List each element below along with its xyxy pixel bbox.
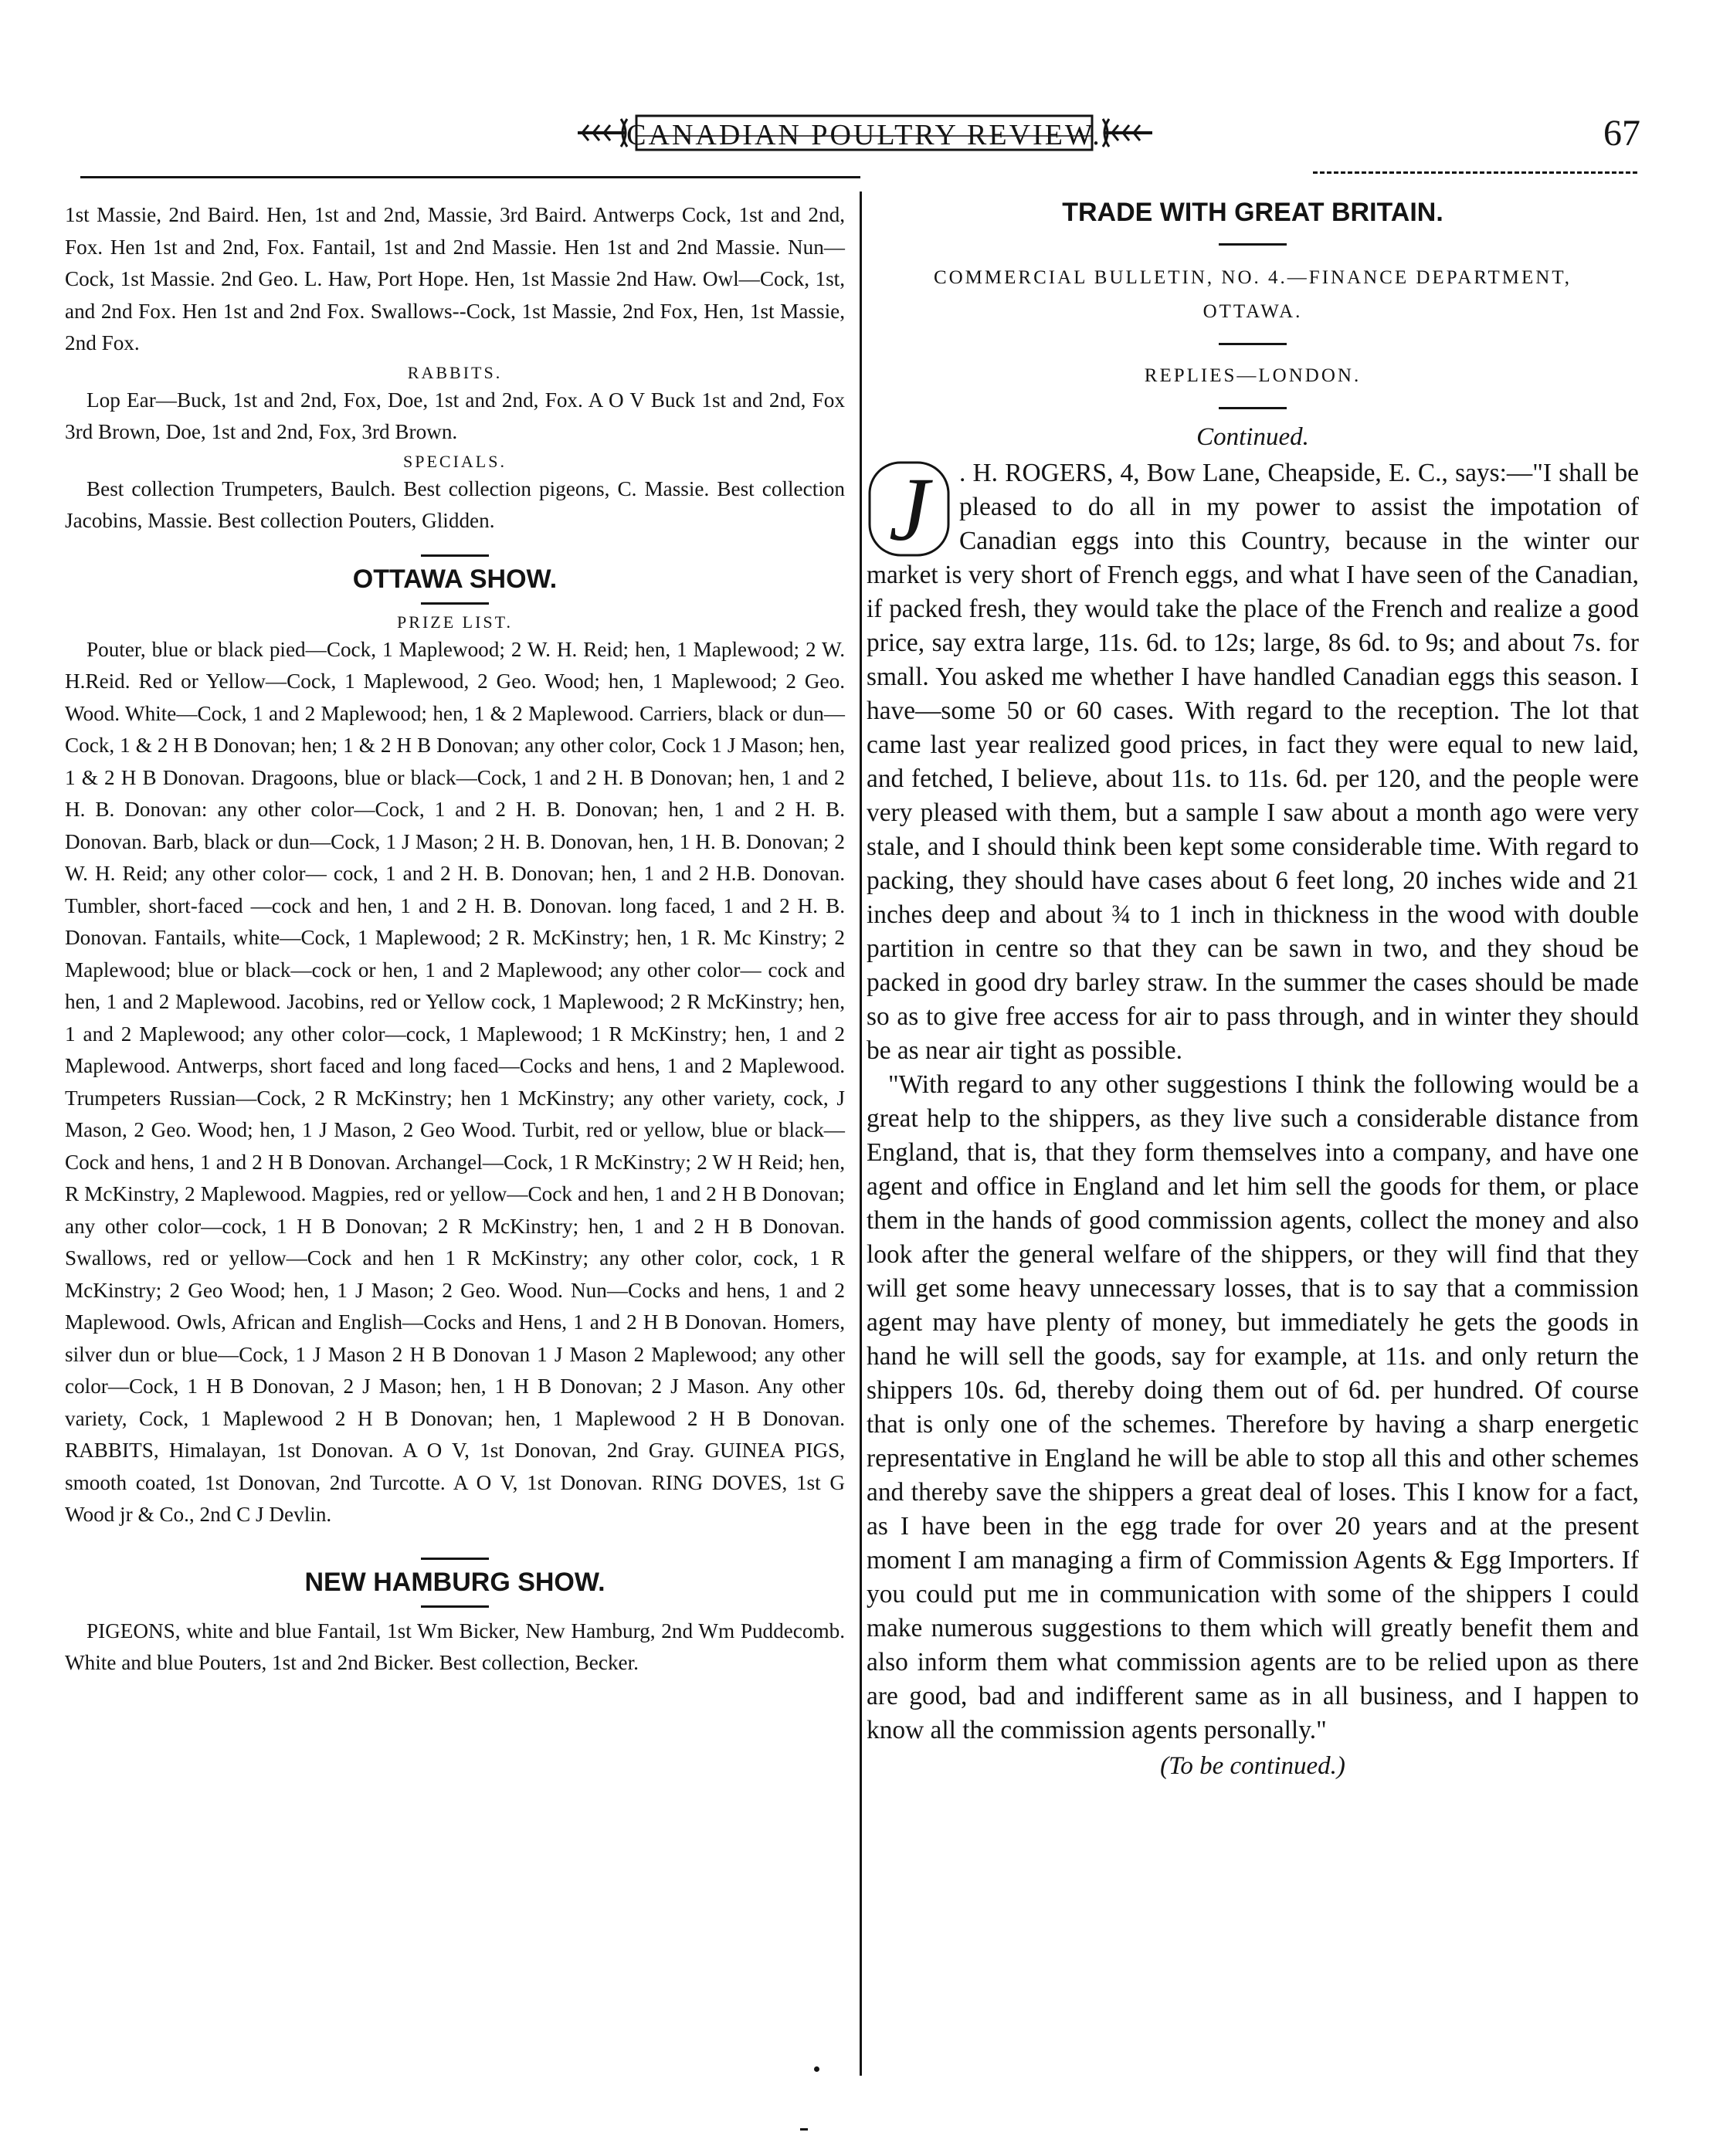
trade-article-title: TRADE WITH GREAT BRITAIN. bbox=[1062, 198, 1443, 227]
section-separator bbox=[421, 554, 489, 557]
section-separator bbox=[421, 1558, 489, 1560]
section-separator bbox=[1219, 343, 1287, 345]
bulletin-line-2: OTTAWA. bbox=[1202, 301, 1303, 322]
specials-heading: SPECIALS. bbox=[403, 451, 507, 471]
drop-cap-letter: J bbox=[888, 459, 930, 558]
continued-label: Continued. bbox=[1196, 423, 1309, 451]
masthead-title: CANADIAN POULTRY REVIEW. bbox=[626, 119, 1102, 151]
new-hamburg-paragraph: PIGEONS, white and blue Fantail, 1st Wm Bicker, New Hamburg, 2nd Wm Puddecomb. White and blue Pouters, 1st and 2nd Bicker. Best collection, Becker. bbox=[65, 1619, 845, 1674]
right-column bbox=[867, 193, 1639, 1781]
rabbits-heading: RABBITS. bbox=[407, 362, 503, 382]
rogers-paragraph-1 bbox=[867, 456, 1639, 1068]
masthead bbox=[572, 99, 1158, 161]
section-separator bbox=[421, 1605, 489, 1608]
new-hamburg-show-title: NEW HAMBURG SHOW. bbox=[304, 1567, 605, 1597]
drop-cap-icon bbox=[867, 459, 951, 558]
print-mark bbox=[800, 2128, 808, 2131]
left-column bbox=[65, 199, 845, 1680]
bullet-dot bbox=[814, 2066, 819, 2072]
page-number: 67 bbox=[1603, 113, 1640, 154]
rogers-paragraph-1-text: . H. ROGERS, 4, Bow Lane, Cheapside, E. C., says:—"I shall be pleased to do all in my power to assist the impotation of Canadian eggs into this Country, because in the winter our market is very short of French eggs, and what I have seen of the Canadian, if packed fresh, they would take the place of the French and realize a good price, say extra large, 11s. 6d. to 12s; large, 8s 6d. to 9s; and about 7s. for small. You asked me whether I have handled Canadian eggs this season. I have—some 50 or 60 cases. With regard to the reception. The lot that came last year realized good prices, in fact they were equal to new laid, and fetched, I believe, about 11s. to 11s. 6d. per 120, and the people were very pleased with them, but a sample I saw about a month ago were very stale, and I should think been kept some considerable time. With regard to packing, they should have cases about 6 feet long, 20 inches wide and 21 inches deep and about ¾ to 1 inch in thickness in the wood with double partition in centre so that they can be sawn in two, and they shoud be packed in good dry barley straw. In the summer the cases should be made so as to give free access for air to pass through, and in winter they should be as near air tight as possible. bbox=[867, 459, 1639, 1065]
section-separator bbox=[1219, 407, 1287, 409]
ottawa-prize-list: Pouter, blue or black pied—Cock, 1 Maplewood; 2 W. H. Reid; hen, 1 Maplewood; 2 W. H.Reid. Red or Yellow—Cock, 1 Maplewood, 2 Geo. Wood; hen, 1 Maplewood; 2 Geo. Wood. White—Cock, 1 and 2 Maplewood; hen, 1 & 2 Maplewood. Carriers, black or dun—Cock, 1 & 2 H B Donovan; hen; 1 & 2 H B Donovan; any other color, Cock 1 J Mason; hen, 1 & 2 H B Donovan. Dragoons, blue or black—Cock, 1 and 2 H. B Donovan; hen, 1 and 2 H. B. Donovan: any other color—Cock, 1 and 2 H. B. Donovan; hen, 1 and 2 H. B. Donovan. Barb, black or dun—Cock, 1 J Mason; 2 H. B. Donovan, hen, 1 H. B. Donovan; 2 W. H. Reid; any other color— cock, 1 and 2 H. B. Donovan; hen, 1 and 2 H.B. Donovan. Tumbler, short-faced —cock and hen, 1 and 2 H. B. Donovan. long faced, 1 and 2 H. B. Donovan. Fantails, white—Cock, 1 Maplewood; 2 R. McKinstry; hen, 1 R. Mc Kinstry; 2 Maplewood; blue or black—cock or hen, 1 and 2 Maplewood; any other color— cock and hen, 1 and 2 Maplewood. Jacobins, red or Yellow cock, 1 Maplewood; 2 R McKinstry; hen, 1 and 2 Maplewood; any other color—cock, 1 Maplewood; 1 R McKinstry; hen, 1 and 2 Maplewood. Antwerps, short faced and long faced—Cocks and hens, 1 and 2 Maplewood. Trumpeters Russian—Cock, 2 R McKinstry; hen 1 McKinstry; any other variety, cock, J Mason, 2 Geo. Wood; hen, 1 J Mason, 2 Geo Wood. Turbit, red or yellow, blue or black—Cock and hens, 1 and 2 H B Donovan. Archangel—Cock, 1 R McKinstry; 2 W H Reid; hen, R McKinstry, 2 Maplewood. Magpies, red or yellow—Cock and hen, 1 and 2 H B Donovan; any other color—cock, 1 H B Donovan; 2 R McKinstry; hen, 1 and 2 H B Donovan. Swallows, red or yellow—Cock and hen 1 R McKinstry; any other color, cock, 1 R McKinstry; 2 Geo Wood; hen, 1 J Mason; 2 Geo. Wood. Nun—Cocks and hens, 1 and 2 Maplewood. Owls, African and English—Cocks and Hens, 1 and 2 H B Donovan. Homers, silver dun or blue—Cock, 1 J Mason 2 H B Donovan 1 J Mason 2 Maplewood; any other color—Cock, 1 H B Donovan, 2 J Mason; hen, 1 H B Donovan; 2 J Mason. Any other variety, Cock, 1 Maplewood 2 H B Donovan; hen, 1 Maplewood 2 H B Donovan. RABBITS, Himalayan, 1st Donovan. A O V, 1st Donovan, 2nd Gray. GUINEA PIGS, smooth coated, 1st Donovan, 2nd Turcotte. A O V, 1st Donovan. RING DOVES, 1st G Wood jr & Co., 2nd C J Devlin. bbox=[65, 637, 845, 1526]
rogers-paragraph-2: "With regard to any other suggestions I think the following would be a great help to the shippers, as they live such a considerable distance from England, that is, that they form themselves into a company, and have one agent and office in England and let him sell the goods for them, or place them in the hands of good commission agents, collect the money and also look after the general welfare of the shippers, or they will find that they will get some heavy unnecessary losses, that is to say that a commission agent may have plenty of money, but immediately he gets the goods in hand he will sell the goods, say for example, at 11s. and only return the shippers 10s. 6d, thereby doing them out of 6d. per hundred. Of course that is only one of the schemes. Therefore by having a sharp energetic representative in England he will be able to stop all this and other schemes and thereby save the shippers a great deal of loses. This I know for a fact, as I have been in the egg trade for over 20 years and at the present moment I am managing a firm of Commission Agents & Egg Importers. If you could put me in communication with some of the shippers I could make numerous suggestions to them which will greatly benefit them and also inform them what commission agents are to be relied upon as there are good, bad and indifferent same as in all business, and I happen to know all the commission agents personally." bbox=[867, 1070, 1639, 1744]
bulletin-line-1: COMMERCIAL BULLETIN, NO. 4.—FINANCE DEPARTMENT, bbox=[933, 267, 1572, 288]
intro-paragraph: 1st Massie, 2nd Baird. Hen, 1st and 2nd, Massie, 3rd Baird. Antwerps Cock, 1st and 2nd, Fox. Hen 1st and 2nd, Fox. Fantail, 1st and 2nd Massie. Hen 1st and 2nd Massie. Nun—Cock, 1st Massie. 2nd Geo. L. Haw, Port Hope. Hen, 1st Massie 2nd Haw. Owl—Cock, 1st, and 2nd Fox. Hen 1st and 2nd Fox. Swallows--Cock, 1st Massie, 2nd Fox, Hen, 1st Massie, 2nd Fox. bbox=[65, 203, 845, 354]
specials-paragraph: Best collection Trumpeters, Baulch. Best collection pigeons, C. Massie. Best collection Jacobins, Massie. Best collection Pouters, Glidden. bbox=[65, 476, 845, 532]
section-separator bbox=[421, 602, 489, 605]
to-be-continued: (To be continued.) bbox=[1160, 1752, 1345, 1780]
replies-heading: REPLIES—LONDON. bbox=[1144, 365, 1362, 386]
masthead-ornament-icon bbox=[572, 99, 1158, 161]
left-header-rule bbox=[80, 176, 860, 178]
prize-list-heading: PRIZE LIST. bbox=[397, 612, 513, 632]
column-divider bbox=[860, 192, 862, 2076]
rabbits-paragraph: Lop Ear—Buck, 1st and 2nd, Fox, Doe, 1st and 2nd, Fox. A O V Buck 1st and 2nd, Fox 3rd Brown, Doe, 1st and 2nd, Fox, 3rd Brown. bbox=[65, 388, 845, 443]
ottawa-show-title: OTTAWA SHOW. bbox=[352, 564, 558, 594]
section-separator bbox=[1219, 243, 1287, 246]
right-header-rule bbox=[1313, 171, 1637, 174]
